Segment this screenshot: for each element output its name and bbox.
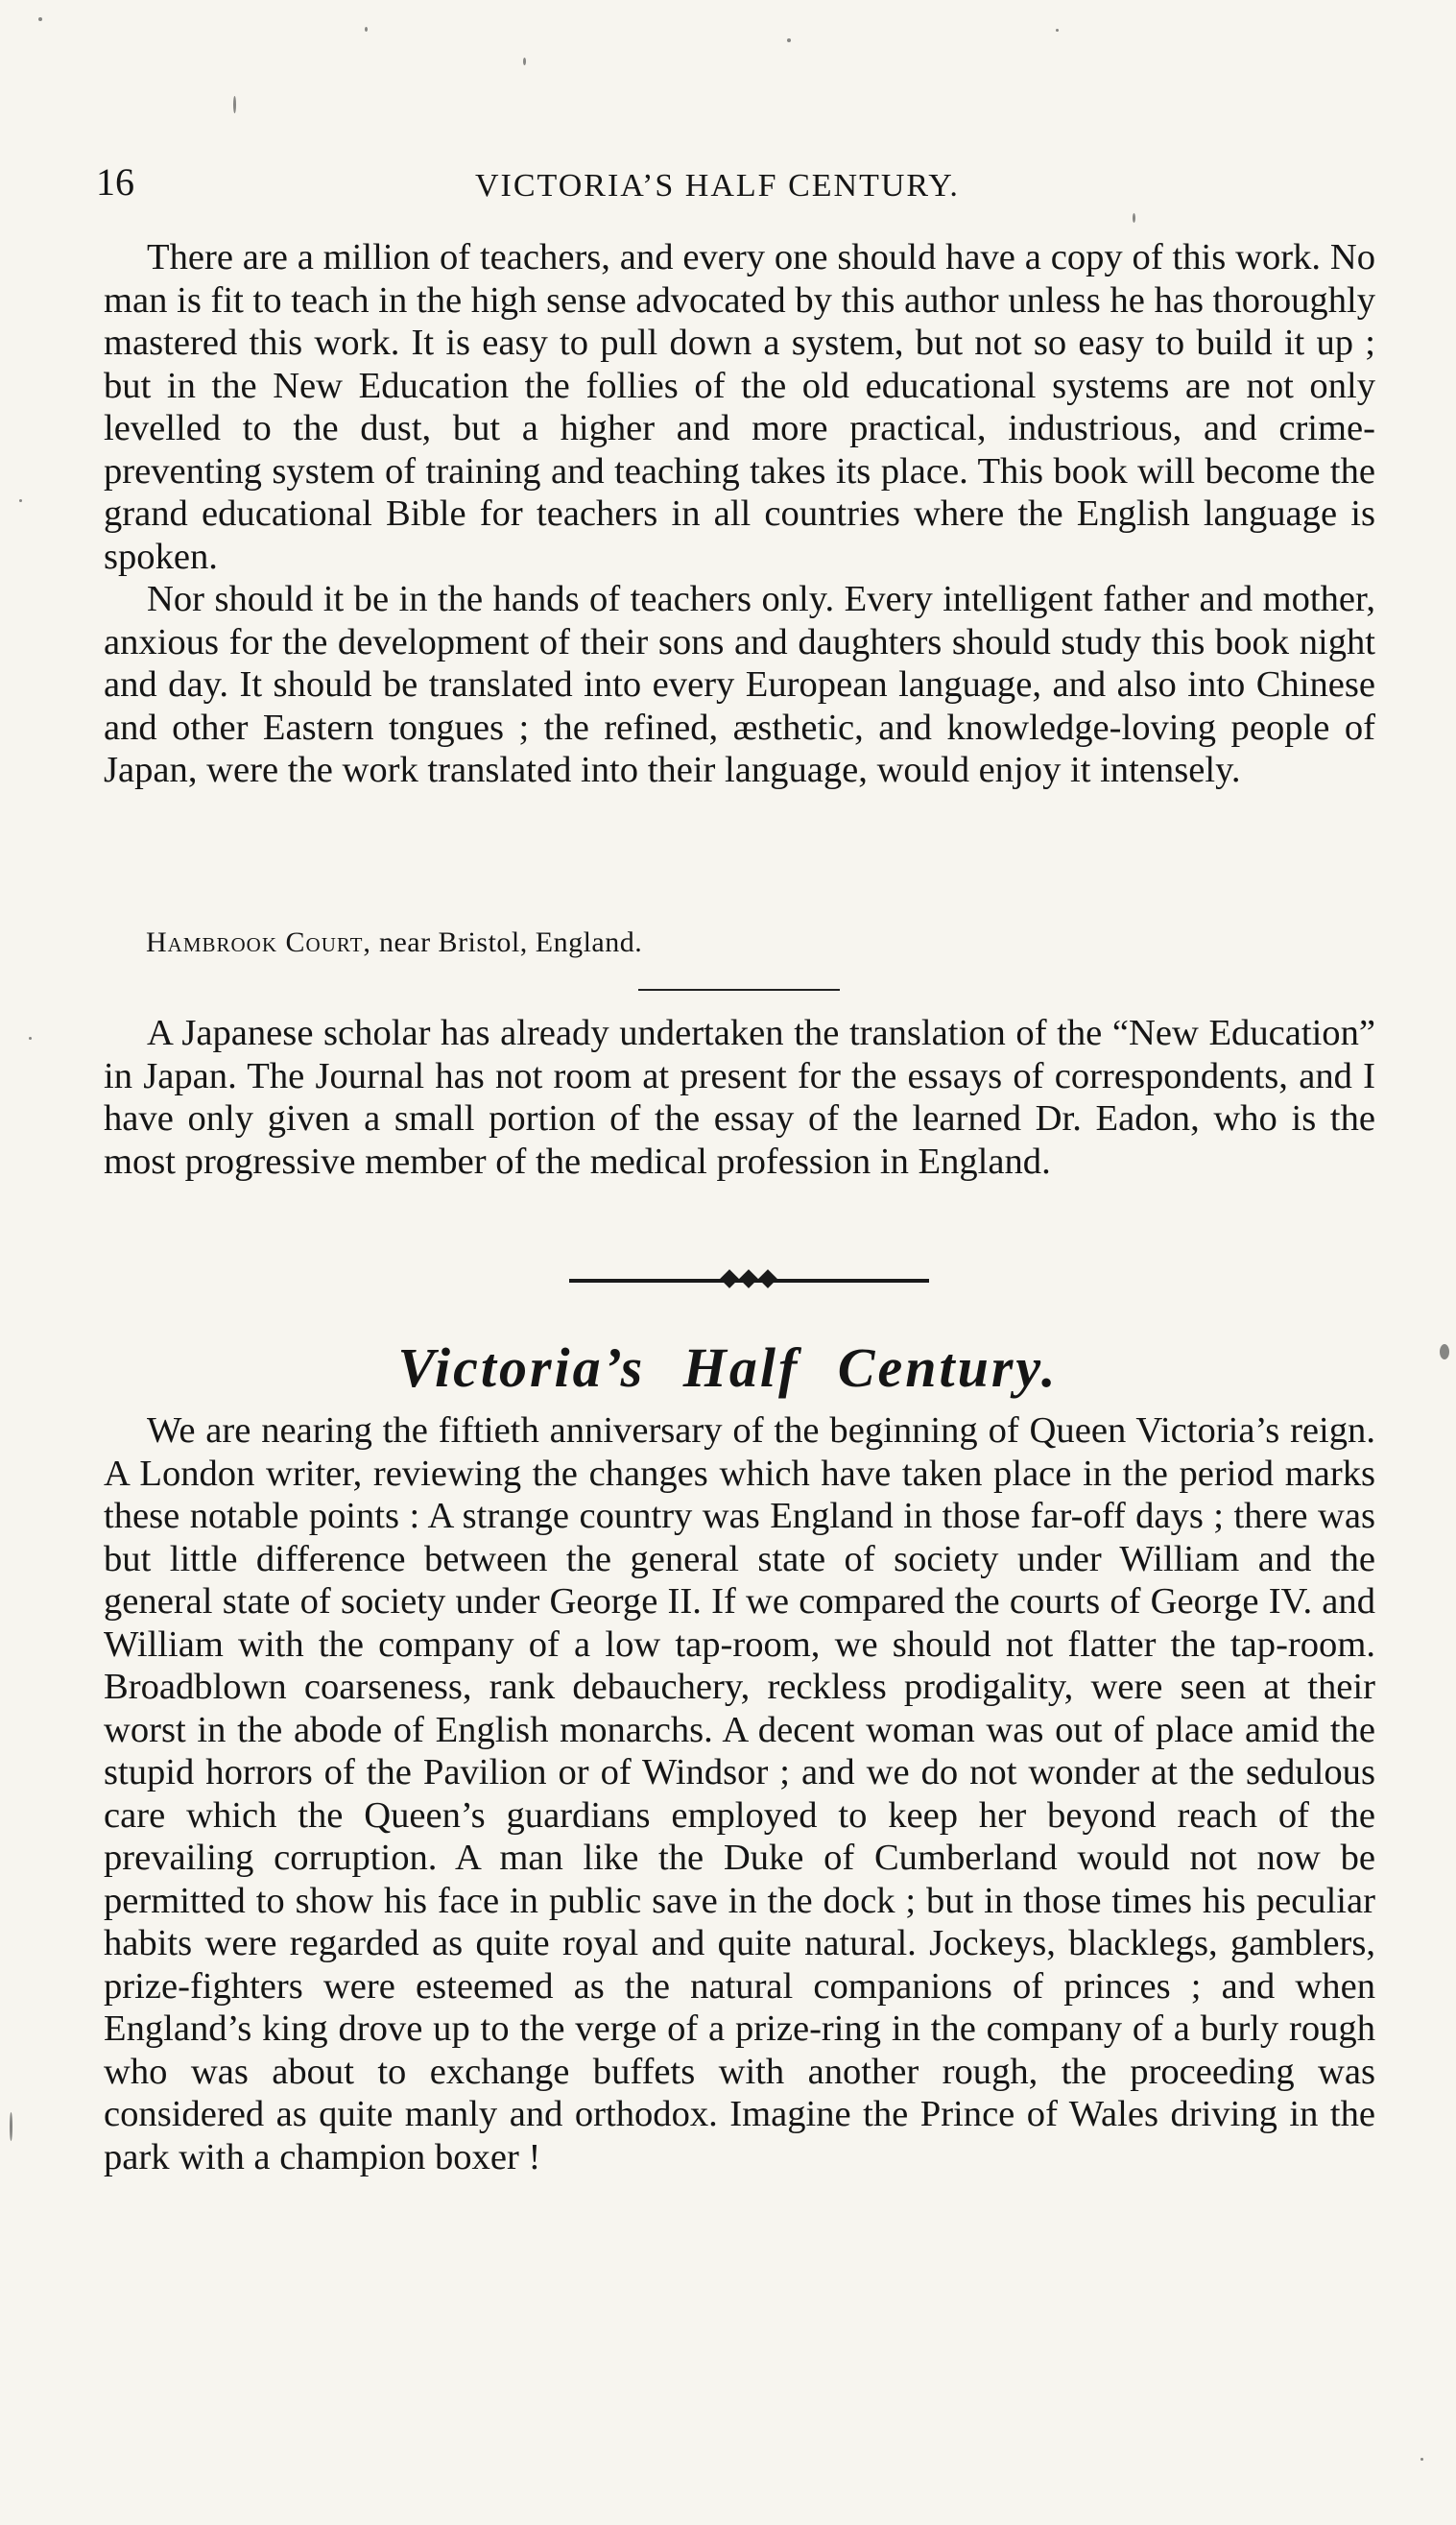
ornament-diamond [720, 1269, 739, 1288]
scan-speck [29, 1037, 32, 1040]
editor-note [104, 1012, 1375, 1183]
ornament-diamond [758, 1269, 777, 1288]
scan-speck [523, 58, 526, 65]
scan-speck [787, 38, 791, 42]
running-head [96, 154, 1372, 211]
scan-speck [365, 27, 368, 32]
article-paragraph: We are nearing the fiftieth anniversary of the beginning of Queen Victoria’s reign. A London writer, reviewing the changes which have taken place in the period marks these notable points : A strange country was England in those far-off days ; there was but little difference between the general state of society under William and the general state of society under George II. If we compared the courts of George IV. and William with the company of a low tap-room, we should not flatter the tap-room. Broadblown coarseness, rank debauchery, reckless prodigality, were seen at their worst in the abode of English monarchs. A decent woman was out of place amid the stupid horrors of the Pavilion or of Windsor ; and we do not wonder at the sedulous care which the Queen’s guardians employed to keep her beyond reach of the prevailing corruption. A man like the Duke of Cumberland would not now be permitted to show his face in public save in the dock ; but in those times his peculiar habits were regarded as quite royal and quite natural. Jockeys, blacklegs, gamblers, prize-fighters were esteemed as the natural companions of princes ; and when England’s king drove up to the verge of a prize-ring in the company of a burly rough who was about to exchange buffets with another rough, the proceeding was considered as quite manly and orthodox. Imagine the Prince of Wales driving in the park with a champion boxer ! [104, 1410, 1375, 2177]
article-heading: Victoria’s Half Century. [397, 1336, 1059, 1399]
ornament-diamond [739, 1269, 758, 1288]
ornamental-rule [569, 1272, 929, 1289]
scan-speck [1056, 29, 1059, 32]
scan-speck [19, 499, 22, 502]
scan-speck [10, 2112, 12, 2141]
scan-speck [1420, 2458, 1423, 2461]
note-paragraph: A Japanese scholar has already undertaken the translation of the “New Education” in Japan. The Journal has not room at present for the essays of correspondents, and I have only given a small portion of the essay of the learned Dr. Eadon, who is the most progressive member of the medical profession in England. [104, 1013, 1375, 1182]
page-number: 16 [96, 160, 134, 204]
letter-signature [146, 924, 642, 962]
running-title: VICTORIA’S HALF CENTURY. [475, 168, 960, 204]
signature-place: Hambrook Court, [146, 926, 371, 958]
letter-paragraph: There are a million of teachers, and every one should have a copy of this work. No man is fit to teach in the high sense advocated by this author unless he has thoroughly mastered this work. It is easy to pull down a system, but not so easy to build it up ; but in the New Education the follies of the old educational systems are not only levelled to the dust, but a higher and more practical, industrious, and crime-preventing system of training and teaching takes its place. This book will become the grand educational Bible for teachers in all countries where the English language is spoken. [104, 237, 1375, 577]
signature-location: near Bristol, England. [378, 926, 643, 958]
scan-speck [233, 96, 236, 113]
letter-paragraph: Nor should it be in the hands of teachers only. Every intelligent father and mother, anxious for the development of their sons and daughters should study this book night and day. It should be translated into every European language, and also into Chinese and other Eastern tongues ; the refined, æsthetic, and knowledge-loving people of Japan, were the work translated into their language, would enjoy it intensely. [104, 579, 1375, 790]
section-divider [638, 989, 840, 991]
scan-speck [38, 17, 42, 21]
scan-speck [1133, 213, 1135, 223]
article-text [104, 1409, 1375, 2178]
letter-text [104, 236, 1375, 792]
